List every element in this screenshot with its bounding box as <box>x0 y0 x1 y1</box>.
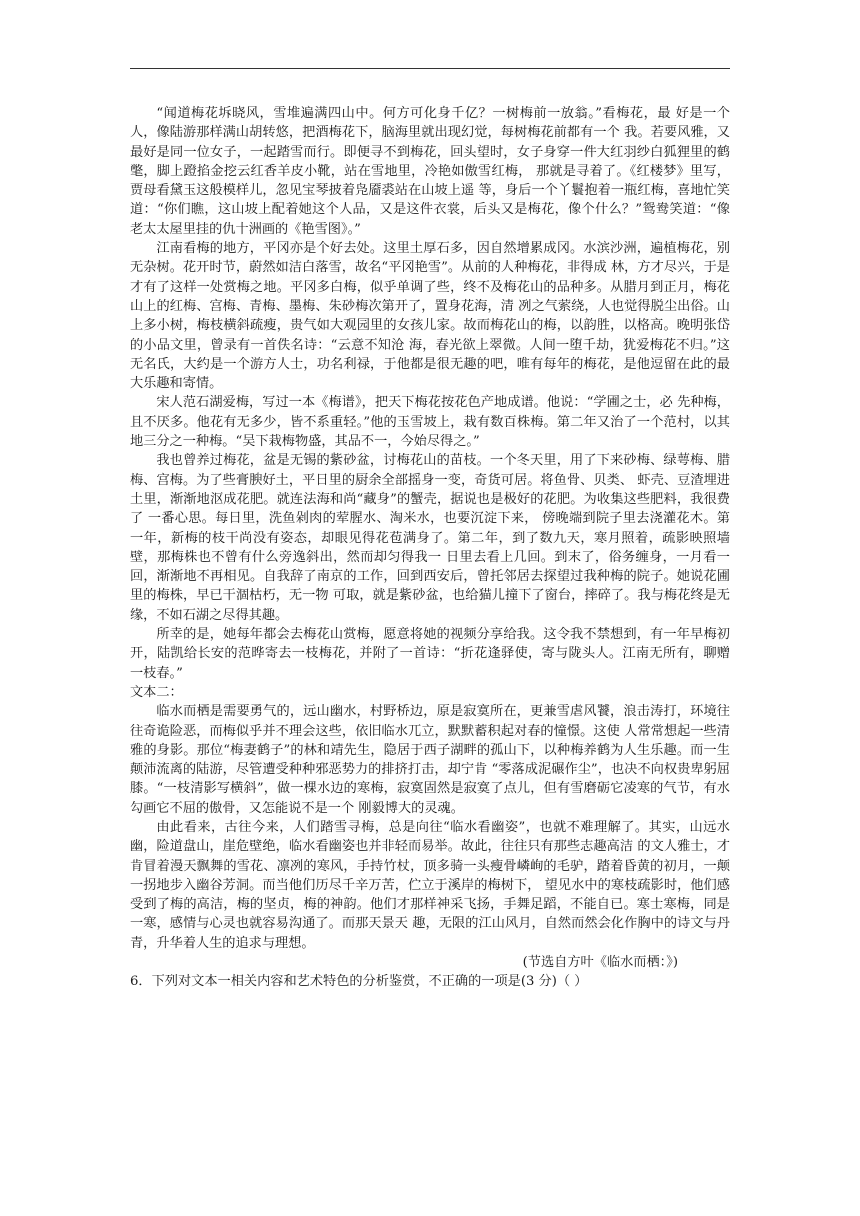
section-label-text2: 文本二： <box>130 684 183 700</box>
paragraph: 所幸的是，她每年都会去梅花山赏梅，愿意将她的视频分享给我。这令我不禁想到，有一年早梅初开，陆凯给长安的范晔寄去一枝梅花，并附了一首诗：“折花逢驿使，寄与陇头人。江南无所有，聊赠一枝春。” <box>130 627 730 681</box>
paragraph: “闻道梅花坼晓风，雪堆遍满四山中。何方可化身千亿？一树梅前一放翁。”看梅花，最 好是一个人，像陆游那样满山胡转悠，把酒梅花下，脑海里就出现幻觉，每树梅花前都有一个 我。若要风雅，又最好是同一位女子，一起踏雪而行。即便寻不到梅花，回头望时，女子身穿一件大红羽纱白狐狸里的鹤氅，脚上蹬掐金挖云红香羊皮小靴，站在雪地里，冷艳如傲雪红梅， 那就是寻着了。《红楼梦》里写，贾母看黛玉这般模样儿，忽见宝琴披着凫靥裘站在山坡上遥 等，身后一个丫鬟抱着一瓶红梅，喜地忙笑道：“你们瞧，这山坡上配着她这个人品，又是这件衣裳，后头又是梅花，像个什么？”鸳鸯笑道：“像老太太屋里挂的仇十洲画的《艳雪图》。” <box>130 106 730 237</box>
paragraph: 由此看来，古往今来，人们踏雪寻梅，总是向往“临水看幽姿”，也就不难理解了。其实，山远水幽，险道盘山，崖危壁绝，临水看幽姿也并非轻而易举。故此，往往只有那些志趣高洁 的文人雅士，才肯冒着漫天飘舞的雪花、凛冽的寒风，手持竹杖，顶多骑一头瘦骨嶙峋的毛驴，踏着昏黄的初月，一颠一拐地步入幽谷芳洞。而当他们历尽千辛万苦，伫立于溪岸的梅树下， 望见水中的寒枝疏影时，他们感受到了梅的高洁，梅的坚贞，梅的神韵。他们才那样神采飞扬，手舞足蹈，不能自已。寒士寒梅，同是一寒，感情与心灵也就容易沟通了。而那天景天 趣，无限的江山风月，自然而然会化作胸中的诗文与丹青，升华着人生的追求与理想。 <box>130 819 730 951</box>
header-rule <box>130 68 730 69</box>
question-6: 6．下列对文本一相关内容和艺术特色的分析鉴赏，不正确的一项是(3 分)（ ） <box>130 974 588 990</box>
paragraph: 江南看梅的地方，平冈亦是个好去处。这里土厚石多，因自然增累成冈。水滨沙洲，遍植梅花，别无杂树。花开时节，蔚然如洁白落雪，故名“平冈艳雪”。从前的人种梅花，非得成 林，方才尽兴，于是才有了这样一处赏梅之地。平冈多白梅，似乎单调了些，终不及梅花山的品种多。从腊月到正月，梅花山上的红梅、宫梅、青梅、墨梅、朱砂梅次第开了，置身花海，清 冽之气萦绕，人也觉得脱尘出俗。山上多小树，梅枝横斜疏瘦，贵气如大观园里的女孩儿家。故而梅花山的梅，以韵胜，以格高。晚明张岱的小品文里，曾录有一首佚名诗：“云意不知沧 海，春光欲上翠微。人间一堕千劫，犹爱梅花不归。”这无名氏，大约是一个游方人士，功名利禄，于他都是很无趣的吧，唯有每年的梅花，是他逗留在此的最大乐趣和寄情。 <box>130 241 730 392</box>
paragraph: 临水而栖是需要勇气的，远山幽水，村野桥边，原是寂寞所在，更兼雪虐风饕，浪击涛打，环境往往奇诡险恶，而梅似乎并不理会这些，依旧临水兀立，默默蓄积起对春的憧憬。这使 人常常想起一些清雅的身影。那位“梅妻鹤子”的林和靖先生，隐居于西子湖畔的孤山下，以种梅养鹤为人生乐趣。而一生颠沛流离的陆游，尽管遭受种种邪恶势力的排挤打击，却宁肯 “零落成泥碾作尘”，也决不向权贵卑躬屈膝。“一枝清影写横斜”，做一棵水边的寒梅，寂寞固然是寂寞了点儿，但有雪磨砺它凌寒的气节，有水勾画它不屈的傲骨，又怎能说不是一个 刚毅博大的灵魂。 <box>130 704 730 816</box>
paragraph: 宋人范石湖爱梅，写过一本《梅谱》，把天下梅花按花色产地成谱。他说：“学圃之士，必 先种梅，且不厌多。他花有无多少，皆不系重轻。”他的玉雪坡上，栽有数百株梅。第二年又治了一个范村，以其地三分之一种梅。“吴下栽梅物盛，其品不一，今始尽得之。” <box>130 395 730 450</box>
document-body <box>130 104 730 992</box>
paragraph: 我也曾养过梅花，盆是无锡的紫砂盆，讨梅花山的苗枝。一个冬天里，用了下来砂梅、绿萼梅、腊梅、宫梅。为了些膏腴好土，平日里的厨余全部摇身一变，奇货可居。将鱼骨、贝类、 虾壳、豆渣埋进土里，渐渐地沤成花肥。就连法海和尚“藏身”的蟹壳，据说也是极好的花肥。为收集这些肥料，我很费了 一番心思。每日里，洗鱼剁肉的荤腥水、淘米水，也要沉淀下来， 傍晚端到院子里去浇灌花木。第一年，新梅的枝干尚没有姿态，却眼见得花苞满身了。第二年，到了数九天，寒月照着，疏影映照墙壁，那梅株也不曾有什么旁逸斜出，然而却匀得我一 日里去看上几回。到末了，俗务缠身，一月看一回，渐渐地不再相见。自我辞了南京的工作，回到西安后，曾托邻居去探望过我种梅的院子。她说花圃里的梅株，早已干涸枯朽，无一物 可取，就是紫砂盆，也给猫儿撞下了窗台，摔碎了。我与梅花终是无缘，不如石湖之尽得其趣。 <box>130 453 730 623</box>
source-citation: (节选自方叶《临水而栖：》) <box>522 955 678 971</box>
